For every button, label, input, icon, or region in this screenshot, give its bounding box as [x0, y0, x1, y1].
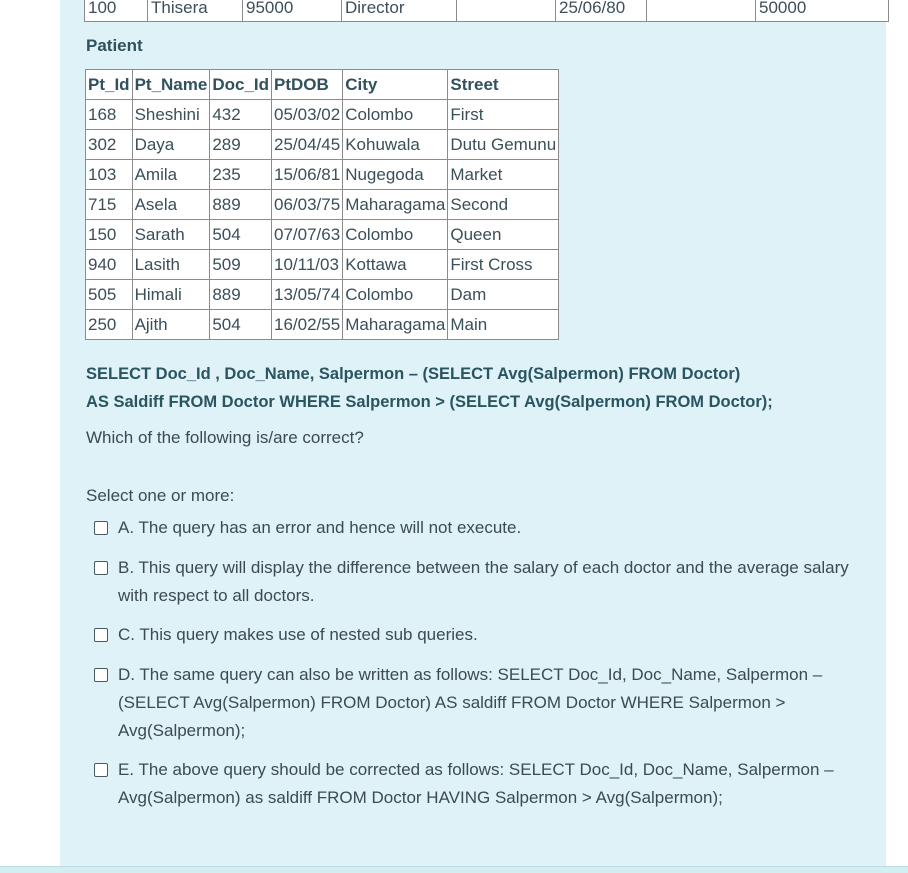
option-b[interactable] — [94, 554, 864, 610]
table-cell: 715 — [86, 190, 133, 220]
col-header: Street — [448, 70, 559, 100]
table-cell: 504 — [210, 220, 272, 250]
table-cell: First — [448, 100, 559, 130]
question-text: Which of the following is/are correct? — [86, 428, 364, 447]
option-e[interactable] — [94, 756, 864, 812]
table-cell: Maharagama — [343, 310, 448, 340]
table-cell: 504 — [210, 310, 272, 340]
table-cell: Lasith — [132, 250, 210, 280]
doctor-cell-doc-id: 100 — [84, 0, 148, 22]
patient-table-title: Patient — [86, 36, 143, 55]
table-cell: 302 — [86, 130, 133, 160]
table-cell: 10/11/03 — [272, 250, 343, 280]
table-cell: Dutu Gemunu — [448, 130, 559, 160]
option-a-checkbox[interactable] — [94, 521, 108, 535]
table-cell: Maharagama — [343, 190, 448, 220]
sql-query — [86, 360, 876, 416]
table-cell: 250 — [86, 310, 133, 340]
col-header: Pt_Name — [132, 70, 210, 100]
table-cell: 05/03/02 — [272, 100, 343, 130]
table-cell: 103 — [86, 160, 133, 190]
option-e-label[interactable]: E. The above query should be corrected as follows: SELECT Doc_Id, Doc_Name, Salpermon – Avg(Salpermon) as saldiff FROM Doctor HAVING Salpermon > Avg(Salpermon); — [118, 760, 834, 807]
sql-line-1: SELECT Doc_Id , Doc_Name, Salpermon – (SELECT Avg(Salpermon) FROM Doctor) — [86, 365, 741, 383]
doctor-cell-dob: 25/06/80 — [555, 0, 647, 22]
table-cell: Dam — [448, 280, 559, 310]
table-cell: 889 — [210, 190, 272, 220]
table-cell: 289 — [210, 130, 272, 160]
table-row — [86, 280, 559, 310]
table-cell: 235 — [210, 160, 272, 190]
table-cell: Kohuwala — [343, 130, 448, 160]
doctor-cell-salary: 95000 — [242, 0, 342, 22]
doctor-cell-position: Director — [341, 0, 457, 22]
option-c-checkbox[interactable] — [94, 628, 108, 642]
option-d-checkbox[interactable] — [94, 668, 108, 682]
table-cell: Second — [448, 190, 559, 220]
doctor-cell-salpermon: 50000 — [755, 0, 889, 22]
col-header: Doc_Id — [210, 70, 272, 100]
col-header: City — [343, 70, 448, 100]
table-cell: Kottawa — [343, 250, 448, 280]
doctor-table-last-row — [85, 0, 889, 22]
option-e-checkbox[interactable] — [94, 763, 108, 777]
option-d-label[interactable]: D. The same query can also be written as follows: SELECT Doc_Id, Doc_Name, Salpermon – (SELECT Avg(Salpermon) FROM Doctor) AS saldiff FROM Doctor WHERE Salpermon > Avg(Salpermon); — [118, 665, 823, 740]
table-cell: 940 — [86, 250, 133, 280]
table-cell: Himali — [132, 280, 210, 310]
table-cell: 07/07/63 — [272, 220, 343, 250]
option-d[interactable] — [94, 661, 864, 745]
table-row — [86, 100, 559, 130]
table-cell: 509 — [210, 250, 272, 280]
table-cell: Sarath — [132, 220, 210, 250]
table-row — [86, 160, 559, 190]
table-row — [86, 310, 559, 340]
table-cell: Main — [448, 310, 559, 340]
option-c-label[interactable]: C. This query makes use of nested sub queries. — [118, 625, 478, 644]
table-cell: Colombo — [343, 220, 448, 250]
table-cell: 13/05/74 — [272, 280, 343, 310]
option-b-label[interactable]: B. This query will display the difference between the salary of each doctor and the average salary with respect to all doctors. — [118, 558, 849, 605]
col-header: Pt_Id — [86, 70, 133, 100]
doctor-cell-doc-name: Thisera — [147, 0, 243, 22]
table-cell: 889 — [210, 280, 272, 310]
option-c[interactable] — [94, 621, 864, 649]
patient-table-header-row — [86, 70, 559, 100]
table-cell: 15/06/81 — [272, 160, 343, 190]
table-cell: Queen — [448, 220, 559, 250]
table-cell: Market — [448, 160, 559, 190]
table-row — [86, 190, 559, 220]
patient-table — [85, 69, 559, 340]
col-header: PtDOB — [272, 70, 343, 100]
table-cell: First Cross — [448, 250, 559, 280]
option-b-checkbox[interactable] — [94, 561, 108, 575]
table-cell: 168 — [86, 100, 133, 130]
option-a[interactable] — [94, 514, 864, 542]
option-a-label[interactable]: A. The query has an error and hence will not execute. — [118, 518, 522, 537]
table-cell: 06/03/75 — [272, 190, 343, 220]
table-cell: 505 — [86, 280, 133, 310]
table-row — [86, 250, 559, 280]
table-cell: Colombo — [343, 280, 448, 310]
table-cell: 432 — [210, 100, 272, 130]
select-one-or-more-label: Select one or more: — [86, 486, 235, 505]
table-cell: 16/02/55 — [272, 310, 343, 340]
sql-line-2: AS Saldiff FROM Doctor WHERE Salpermon > (SELECT Avg(Salpermon) FROM Doctor); — [86, 393, 773, 411]
doctor-cell-empty — [456, 0, 556, 22]
table-cell: Nugegoda — [343, 160, 448, 190]
table-cell: Sheshini — [132, 100, 210, 130]
table-cell: 150 — [86, 220, 133, 250]
table-cell: Amila — [132, 160, 210, 190]
table-cell: 25/04/45 — [272, 130, 343, 160]
table-cell: Asela — [132, 190, 210, 220]
table-cell: Daya — [132, 130, 210, 160]
doctor-cell-empty-2 — [646, 0, 756, 22]
table-row — [86, 220, 559, 250]
table-row — [86, 130, 559, 160]
table-cell: Ajith — [132, 310, 210, 340]
table-cell: Colombo — [343, 100, 448, 130]
